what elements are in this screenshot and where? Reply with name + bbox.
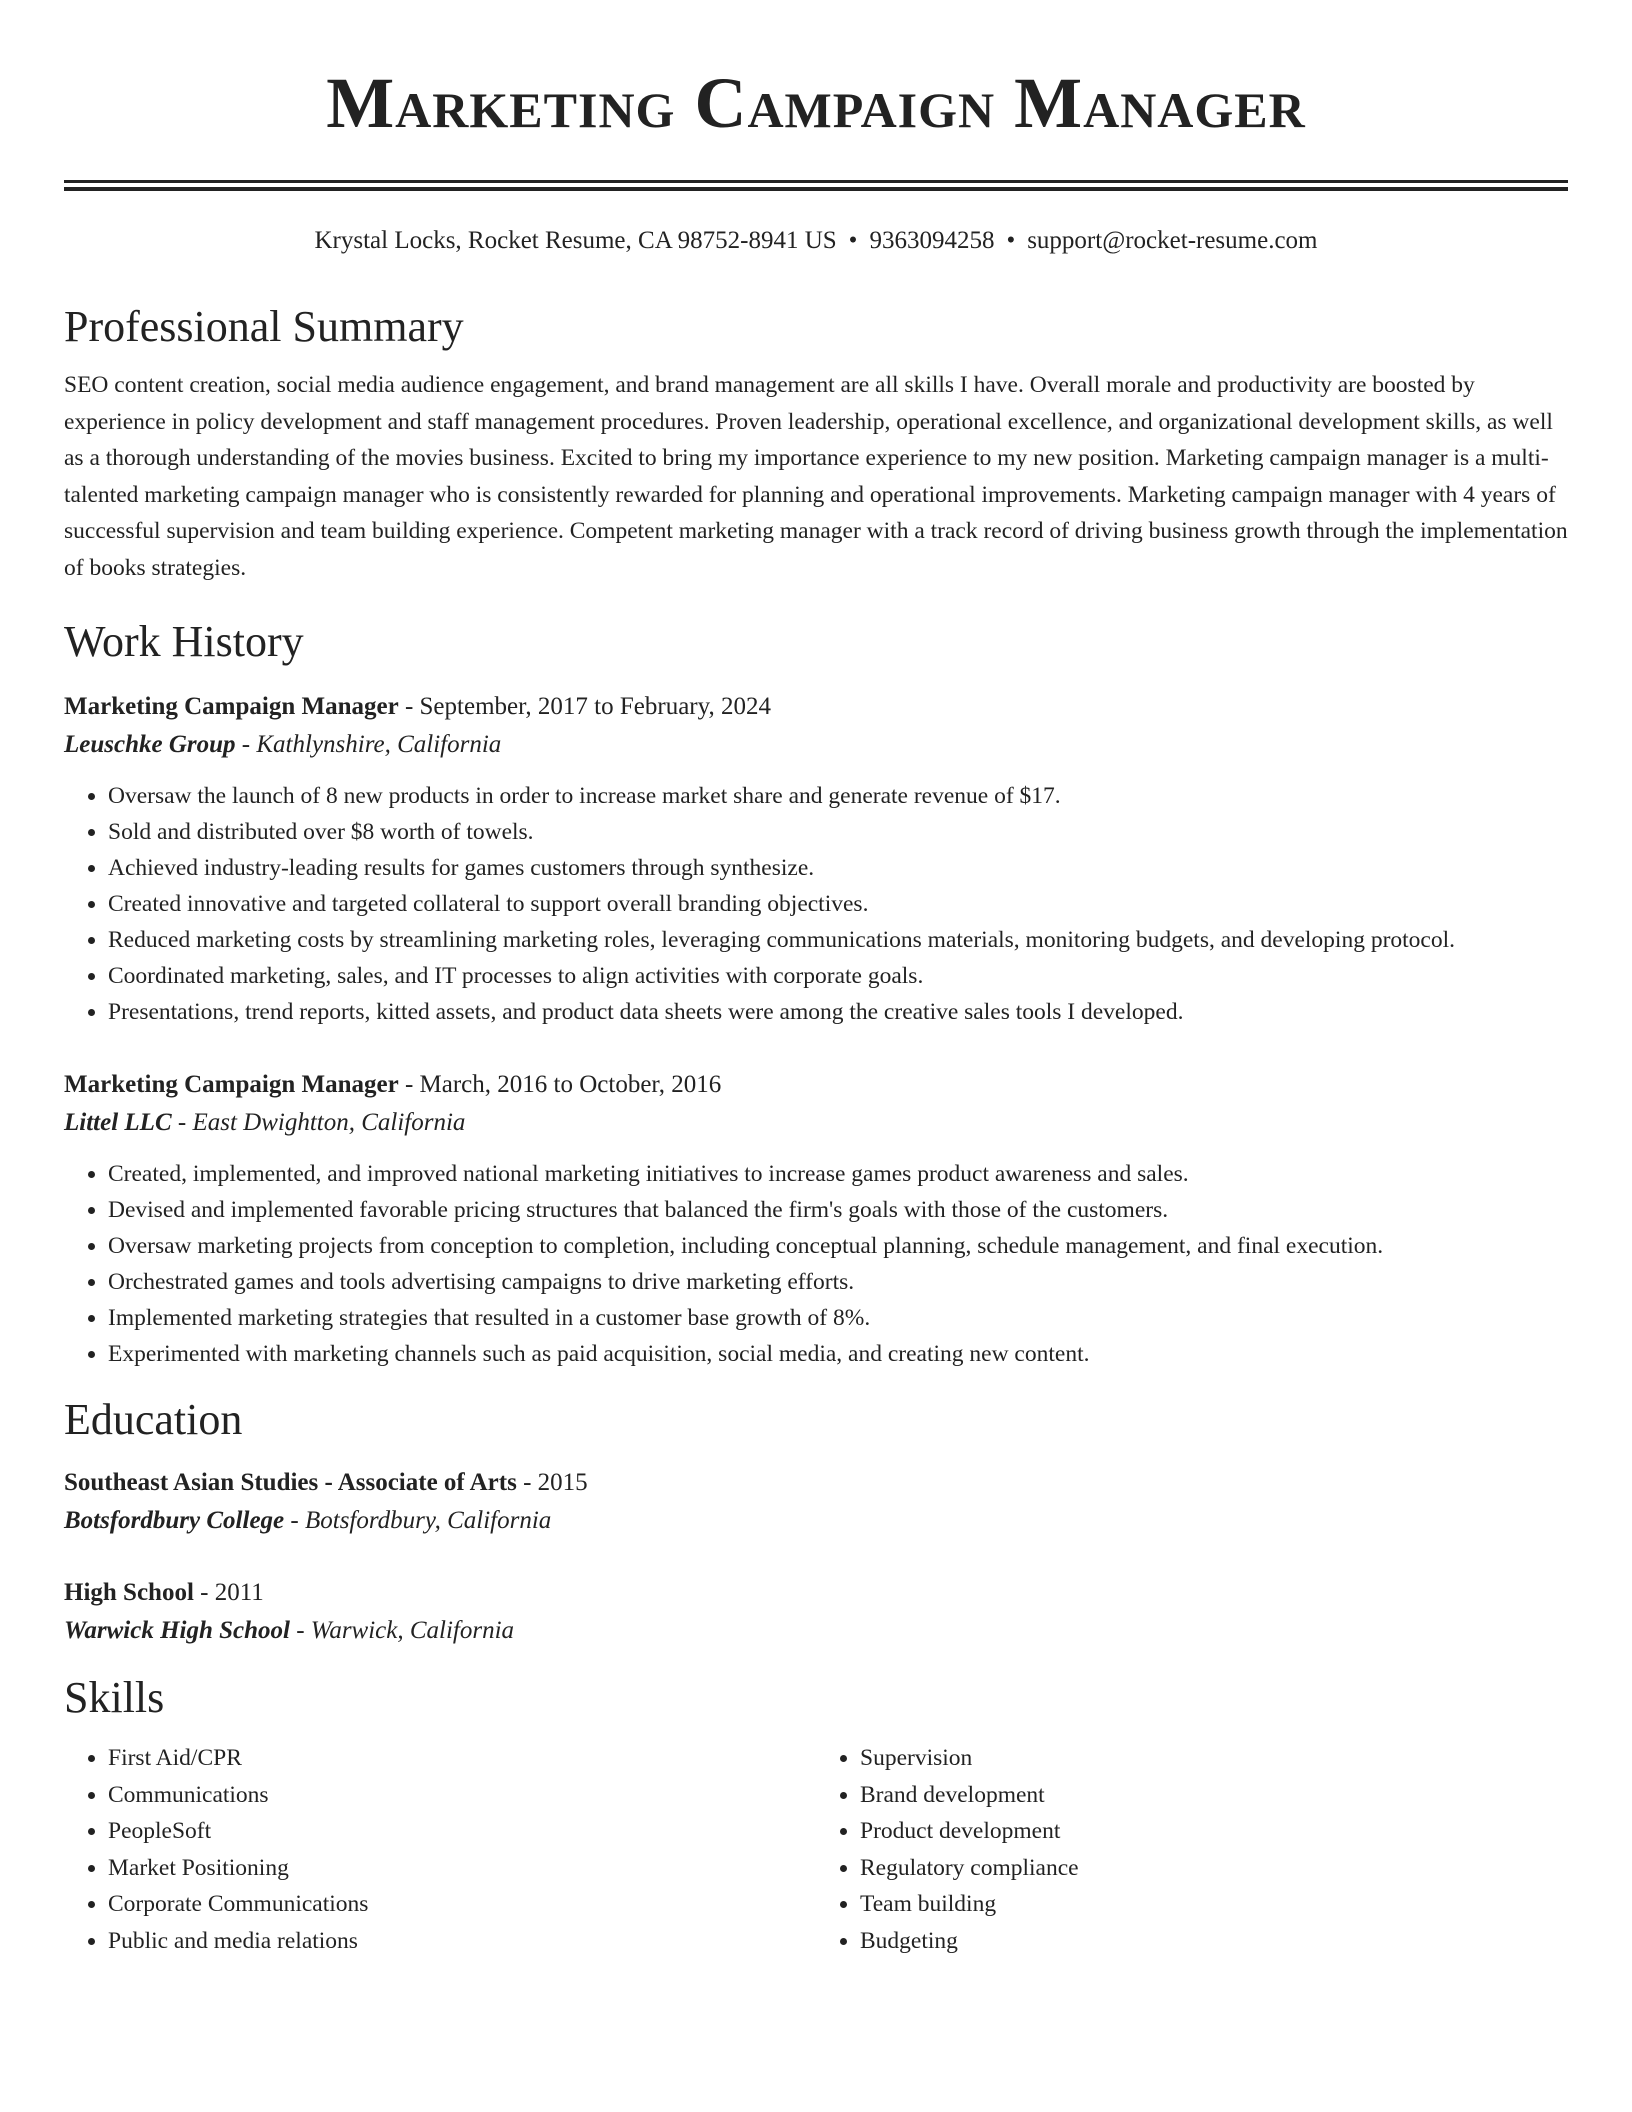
job-title-line: [64, 1066, 1568, 1104]
education-school-line: [64, 1502, 1568, 1540]
job-title-line: [64, 688, 1568, 726]
job-company: Littel LLC: [64, 1109, 172, 1136]
contact-separator: •: [848, 227, 858, 254]
skills-heading: Skills: [64, 1673, 165, 1722]
skill-item: • Team building: [860, 1886, 1568, 1923]
skill-item: • Budgeting: [860, 1923, 1568, 1960]
education-degree: High School: [64, 1579, 194, 1606]
job-title: Marketing Campaign Manager: [64, 693, 399, 720]
job-dates: - September, 2017 to February, 2024: [398, 693, 772, 720]
job-bullet: • Experimented with marketing channels such as paid acquisition, social media, and creating new content.: [108, 1336, 1568, 1372]
job-bullet: • Created innovative and targeted collateral to support overall branding objectives.: [108, 886, 1568, 922]
education-school-line: [64, 1612, 1568, 1650]
job-location: - Kathlynshire, California: [235, 731, 502, 758]
skill-item: • First Aid/CPR: [108, 1740, 816, 1777]
education-degree: Southeast Asian Studies - Associate of Arts: [64, 1469, 517, 1496]
title-divider: [64, 180, 1568, 191]
job-bullet: • Presentations, trend reports, kitted assets, and product data sheets were among the creative sales tools I developed.: [108, 994, 1568, 1030]
skill-item: • Product development: [860, 1813, 1568, 1850]
job-company: Leuschke Group: [64, 731, 236, 758]
skill-item: • Communications: [108, 1777, 816, 1814]
job-bullet: • Devised and implemented favorable pricing structures that balanced the firm's goals with those of the customers.: [108, 1192, 1568, 1228]
contact-phone: 9363094258: [869, 227, 995, 254]
job-entry: [64, 688, 1568, 1030]
job-bullet: • Achieved industry-leading results for games customers through synthesize.: [108, 850, 1568, 886]
education-location: - Botsfordbury, California: [284, 1507, 552, 1534]
contact-line: [64, 223, 1568, 259]
job-bullet: • Coordinated marketing, sales, and IT processes to align activities with corporate goals.: [108, 958, 1568, 994]
skills-column-right: [816, 1740, 1568, 1959]
skill-item: • Public and media relations: [108, 1923, 816, 1960]
skills-column-left: [64, 1740, 816, 1959]
contact-separator: •: [1006, 227, 1016, 254]
contact-email: support@rocket-resume.com: [1027, 227, 1318, 254]
job-bullet: • Implemented marketing strategies that resulted in a customer base growth of 8%.: [108, 1300, 1568, 1336]
job-bullets: [64, 1156, 1568, 1372]
job-bullet: • Created, implemented, and improved national marketing initiatives to increase games product awareness and sales.: [108, 1156, 1568, 1192]
education-entry: [64, 1464, 1568, 1540]
education-school: Botsfordbury College: [64, 1507, 285, 1534]
page-title: Marketing Campaign Manager: [326, 63, 1306, 143]
education-heading: Education: [64, 1395, 243, 1444]
education-school: Warwick High School: [64, 1617, 290, 1644]
skill-item: • PeopleSoft: [108, 1813, 816, 1850]
job-company-line: [64, 726, 1568, 764]
job-title: Marketing Campaign Manager: [64, 1071, 399, 1098]
skills-list: [64, 1740, 1568, 1959]
summary-text: SEO content creation, social media audience engagement, and brand management are all skills I have. Overall morale and productivity are boosted by experience in policy development and staff management procedures. Proven leadership, operational excellence, and organizational development skills, as well as a thorough understanding of the movies business. Excited to bring my importance experience to my new position. Marketing campaign manager is a multi-talented marketing campaign manager who is consistently rewarded for planning and operational improvements. Marketing campaign manager with 4 years of successful supervision and team building experience. Competent marketing manager with a track record of driving business growth through the implementation of books strategies.: [64, 372, 1568, 581]
education-year: - 2011: [193, 1579, 264, 1606]
skill-item: • Regulatory compliance: [860, 1850, 1568, 1887]
job-bullet: • Reduced marketing costs by streamlining marketing roles, leveraging communications materials, monitoring budgets, and developing protocol.: [108, 922, 1568, 958]
work-history-heading: Work History: [64, 617, 304, 666]
job-bullet: • Oversaw the launch of 8 new products in order to increase market share and generate revenue of $17.: [108, 778, 1568, 814]
job-bullets: [64, 778, 1568, 1030]
skill-item: • Market Positioning: [108, 1850, 816, 1887]
education-year: - 2015: [516, 1469, 588, 1496]
contact-address: Krystal Locks, Rocket Resume, CA 98752-8941 US: [314, 227, 837, 254]
job-dates: - March, 2016 to October, 2016: [398, 1071, 722, 1098]
job-bullet: • Orchestrated games and tools advertising campaigns to drive marketing efforts.: [108, 1264, 1568, 1300]
education-degree-line: [64, 1574, 1568, 1612]
skill-item: • Supervision: [860, 1740, 1568, 1777]
education-degree-line: [64, 1464, 1568, 1502]
summary-heading: Professional Summary: [64, 302, 464, 351]
job-entry: [64, 1066, 1568, 1372]
job-bullet: • Oversaw marketing projects from conception to completion, including conceptual planning, schedule management, and final execution.: [108, 1228, 1568, 1264]
job-company-line: [64, 1104, 1568, 1142]
job-location: - East Dwightton, California: [171, 1109, 466, 1136]
education-entry: [64, 1574, 1568, 1650]
job-bullet: • Sold and distributed over $8 worth of towels.: [108, 814, 1568, 850]
skill-item: • Brand development: [860, 1777, 1568, 1814]
skill-item: • Corporate Communications: [108, 1886, 816, 1923]
education-location: - Warwick, California: [289, 1617, 515, 1644]
